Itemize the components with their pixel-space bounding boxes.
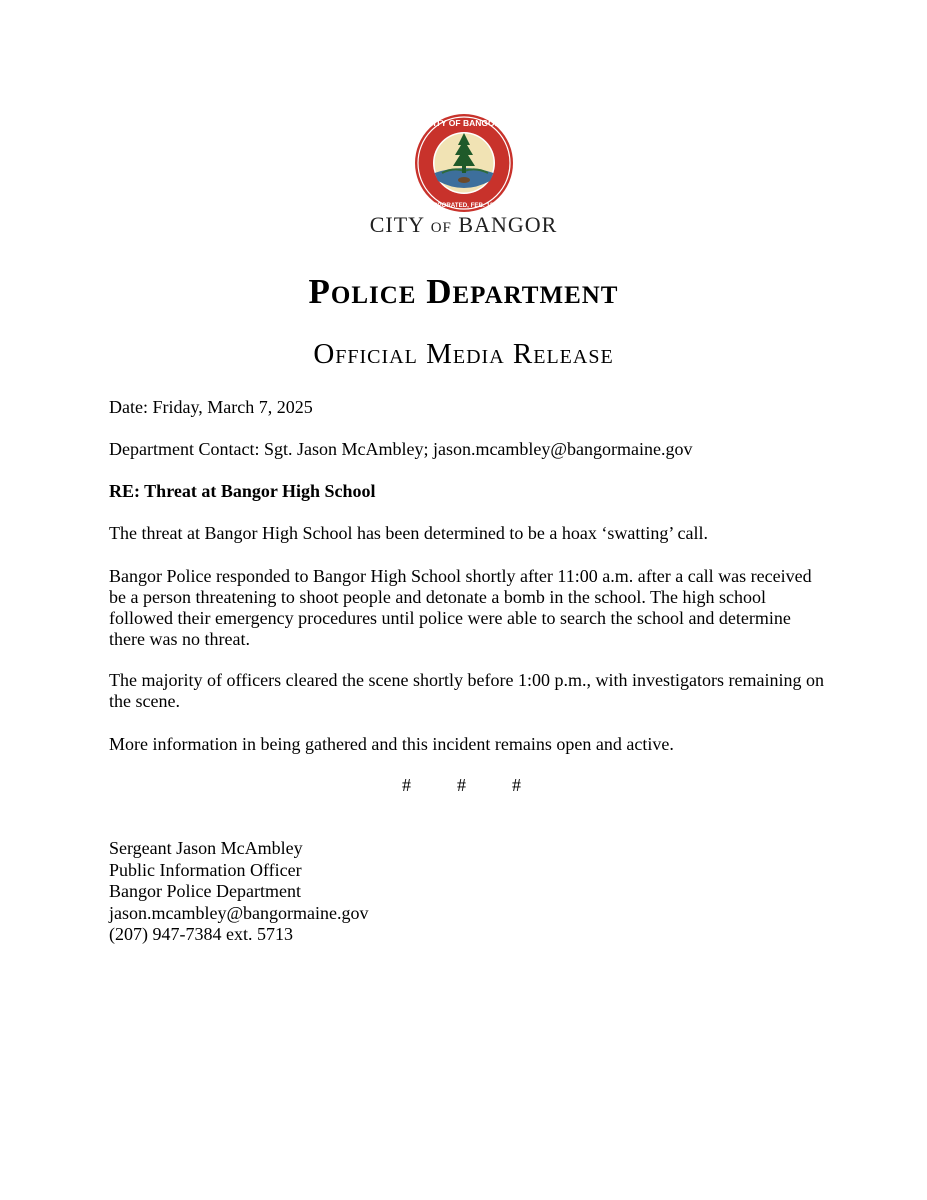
signature-block <box>109 838 369 946</box>
city-name-part2: OF <box>430 220 452 236</box>
paragraph-response: Bangor Police responded to Bangor High School shortly after 11:00 a.m. after a call was received be a person threatening to shoot people and detonate a bomb in the school. The high school followed their emergency procedures until police were able to search the school and determine there was no threat. <box>109 566 812 649</box>
seal-bottom-text: INCORPORATED, FEB. 12, 1834 <box>417 202 511 209</box>
release-subject: RE: Threat at Bangor High School <box>109 481 376 501</box>
end-marks <box>0 775 927 797</box>
paragraph-ongoing: More information in being gathered and this incident remains open and active. <box>109 734 674 754</box>
end-mark: # <box>457 775 466 795</box>
city-name-part3: BANGOR <box>458 212 558 237</box>
end-mark: # <box>402 775 411 795</box>
city-seal-logo <box>414 113 514 213</box>
signature-email: jason.mcambley@bangormaine.gov <box>109 902 369 923</box>
seal-top-text: CITY OF BANGOR <box>427 118 501 128</box>
signature-name: Sergeant Jason McAmbley <box>109 838 303 858</box>
signature-phone: (207) 947-7384 ext. 5713 <box>109 924 293 944</box>
end-mark: # <box>512 775 521 795</box>
paragraph-cleared: The majority of officers cleared the scene shortly before 1:00 p.m., with investigators remaining on the scene. <box>109 670 824 711</box>
department-contact: Department Contact: Sgt. Jason McAmbley; jason.mcambley@bangormaine.gov <box>109 439 693 459</box>
city-name-part1: CITY <box>369 212 425 237</box>
paragraph-hoax: The threat at Bangor High School has been determined to be a hoax ‘swatting’ call. <box>109 523 708 543</box>
signature-title: Public Information Officer <box>109 859 302 880</box>
department-title: Police Department <box>308 272 619 311</box>
city-name-wordmark <box>0 212 927 238</box>
release-title: Official Media Release <box>313 338 614 370</box>
release-date: Date: Friday, March 7, 2025 <box>109 397 313 417</box>
signature-department: Bangor Police Department <box>109 881 301 901</box>
